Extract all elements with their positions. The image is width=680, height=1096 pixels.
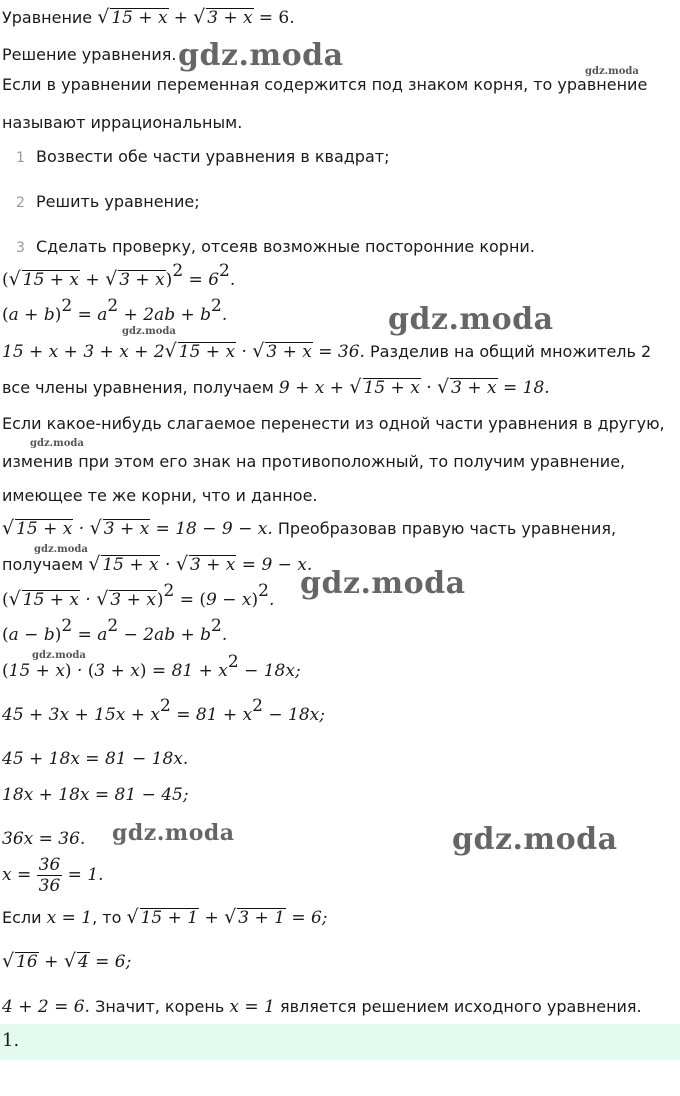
watermark-small: gdz.moda	[32, 650, 86, 661]
math-line: $(15 + x) \cdot (3 + x) = 81 + x^2 - 18x$;	[2, 652, 301, 681]
math-line: $45 + 3x + 15x + x^2 = 81 + x^2 - 18x$;	[2, 696, 325, 725]
watermark-logo: gdz.moda	[178, 38, 344, 73]
math-line: Если x = 1, то √ 15 + 1 + √ 3 + 1 = 6;	[2, 906, 328, 928]
rule-text-line-1: Если какое-нибудь слагаемое перенести из одной части уравнения в другую,	[2, 414, 665, 433]
step-item	[16, 146, 389, 169]
is-solution-text: является решением исходного уравнения.	[279, 997, 642, 1016]
math-line: (√ 15 + x + √ $3 + x)^2 = 6^2$.	[2, 261, 236, 290]
all-members-text: все члены уравнения, получаем	[2, 378, 274, 397]
math-line: √ 15 + x · √ 3 + x = 18 − 9 − x. Преобразовав правую часть уравнения,	[2, 517, 617, 539]
math-line: $(a + b)^2 = a^2 + 2ab + b^2$.	[2, 296, 228, 325]
rule-text-line-2: изменив при этом его знак на противоположный, то получим уравнение,	[2, 452, 626, 471]
get-text: получаем	[2, 555, 84, 574]
answer-box	[0, 1024, 680, 1060]
therefore-text: Значит, корень	[95, 997, 225, 1016]
math-line: $(a - b)^2 = a^2 - 2ab + b^2$.	[2, 616, 228, 645]
math-line: все члены уравнения, получаем 9 + x + √ 15 + x · √ 3 + x = 18.	[2, 376, 550, 398]
math-line: 36x = 36.	[2, 829, 86, 849]
math-line: 45 + 18x = 81 − 18x.	[2, 749, 189, 769]
step-item	[16, 191, 200, 214]
problem-statement: Уравнение √ 15 + x + √ 3 + x = 6.	[2, 6, 295, 28]
math-line: √ 16 + √ 4 = 6;	[2, 950, 132, 972]
equation-rhs: = 6.	[258, 8, 295, 28]
step-text: Возвести обе части уравнения в квадрат;	[36, 147, 390, 166]
math-line: (√ 15 + x · √ $3 + x)^2 = (9 - x)^2$.	[2, 581, 275, 610]
step-text: Решить уравнение;	[36, 192, 200, 211]
if-text: Если	[2, 908, 42, 927]
problem-label: Уравнение	[2, 8, 93, 27]
watermark-logo: gdz.moda	[388, 302, 554, 337]
solution-heading: Решение уравнения.	[2, 45, 177, 64]
step-number: 2	[16, 195, 25, 211]
answer-value: 1.	[2, 1030, 20, 1051]
math-line: 4 + 2 = 6. Значит, корень x = 1 является решением исходного уравнения.	[2, 997, 642, 1017]
watermark-small: gdz.moda	[34, 544, 88, 555]
sqrt-term-2: 3 + x	[207, 8, 253, 28]
math-line: 15 + x + 3 + x + 2√ 15 + x · √ 3 + x = 36. Разделив на общий множитель 2	[2, 340, 652, 362]
step-number: 1	[16, 150, 25, 166]
watermark-logo: gdz.moda	[300, 566, 466, 601]
then-text: , то	[92, 908, 122, 927]
step-number: 3	[16, 240, 25, 256]
watermark-logo: gdz.moda	[452, 822, 618, 857]
watermark-small: gdz.moda	[122, 326, 176, 337]
watermark-small: gdz.moda	[30, 438, 84, 449]
watermark-small: gdz.moda	[585, 66, 639, 77]
math-line: 18x + 18x = 81 − 45;	[2, 785, 189, 805]
step-item	[16, 236, 535, 259]
divide-text: Разделив на общий множитель 2	[370, 342, 652, 361]
sqrt-term-1: 15 + x	[111, 8, 168, 28]
math-line: x = $\frac{36}{36}$ = 1.	[2, 855, 104, 896]
transform-text: Преобразовав правую часть уравнения,	[277, 519, 617, 538]
step-text: Сделать проверку, отсеяв возможные посторонние корни.	[36, 237, 535, 256]
intro-text-line-1: Если в уравнении переменная содержится под знаком корня, то уравнение	[2, 75, 648, 94]
rule-text-line-3: имеющее те же корни, что и данное.	[2, 486, 318, 505]
math-line: получаем √ 15 + x · √ 3 + x = 9 − x.	[2, 553, 313, 575]
watermark-logo: gdz.moda	[112, 820, 235, 846]
intro-text-line-2: называют иррациональным.	[2, 113, 243, 132]
